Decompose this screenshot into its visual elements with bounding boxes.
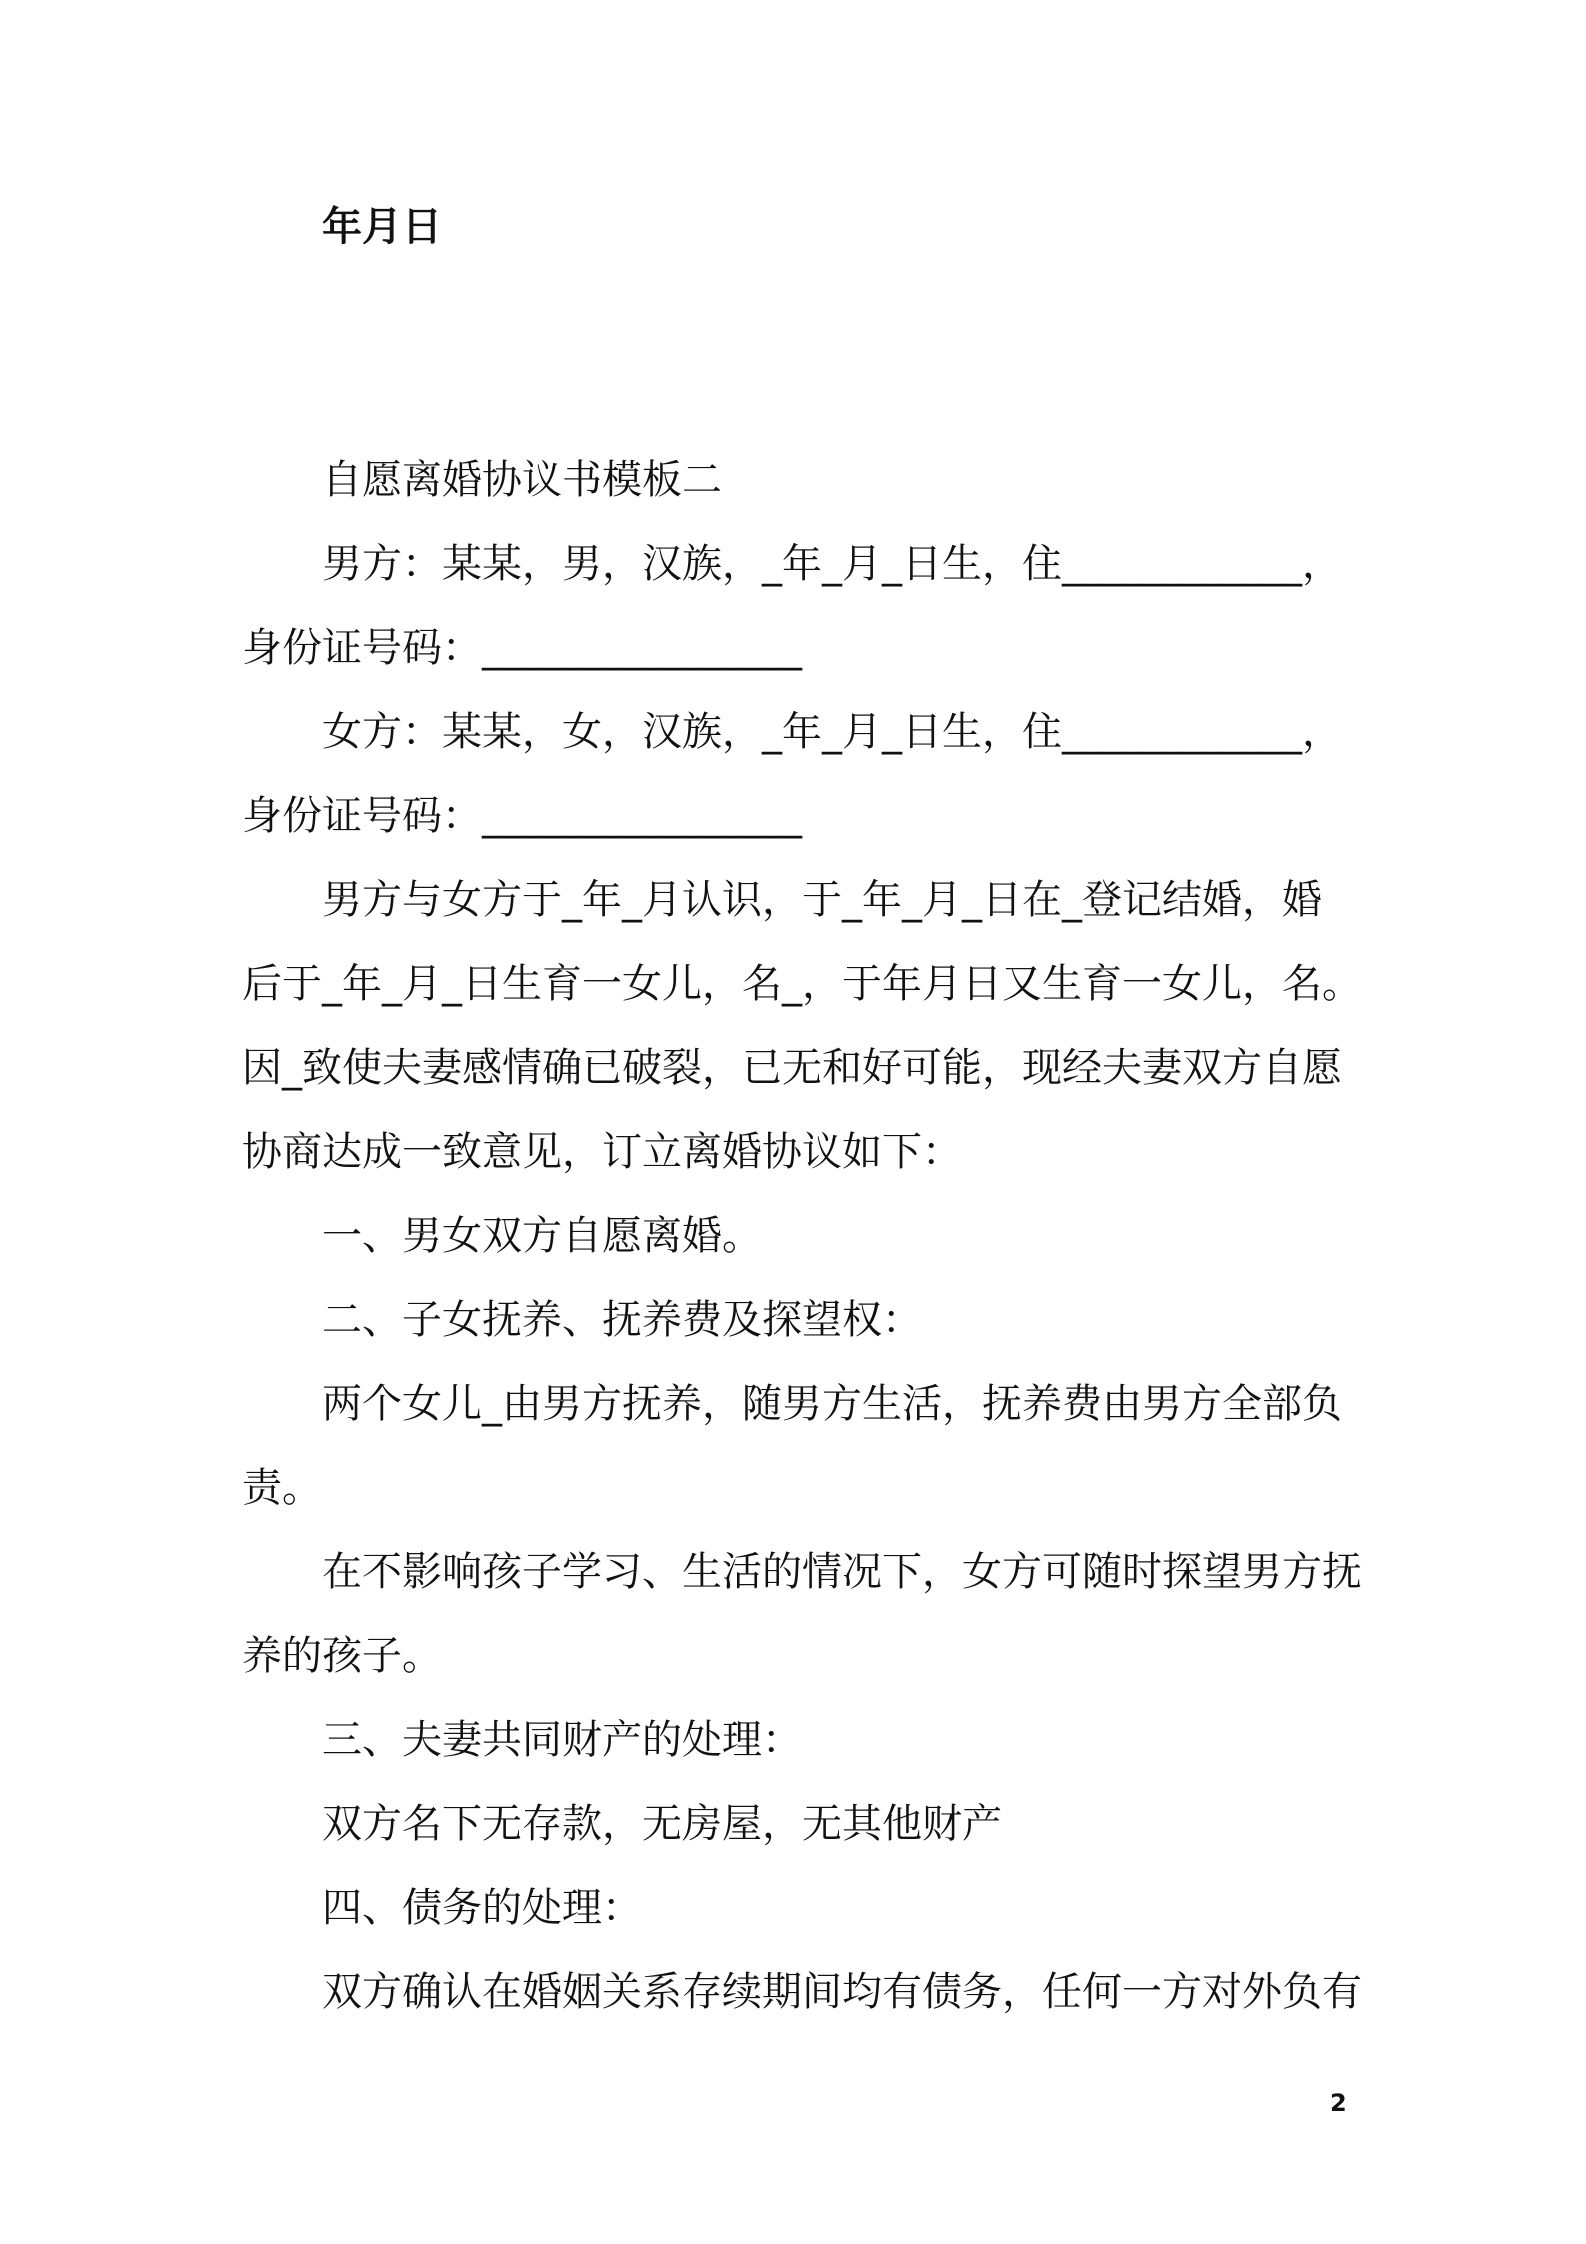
paragraph-line: 协商达成一致意见，订立离婚协议如下：: [242, 1129, 962, 1175]
page-number: 2: [1330, 2089, 1347, 2117]
clause-heading: 二、子女抚养、抚养费及探望权：: [322, 1297, 922, 1343]
clause-heading: 一、男女双方自愿离婚。: [322, 1213, 762, 1259]
paragraph-line: 在不影响孩子学习、生活的情况下，女方可随时探望男方抚: [322, 1549, 1362, 1595]
clause-heading: 四、债务的处理：: [322, 1885, 642, 1931]
clause-heading: 三、夫妻共同财产的处理：: [322, 1717, 802, 1763]
male-id-line: 身份证号码：________________: [242, 625, 802, 671]
male-party-line: 男方：某某，男，汉族，_年_月_日生，住____________，: [322, 541, 1342, 587]
document-title: 自愿离婚协议书模板二: [322, 457, 722, 503]
female-party-line: 女方：某某，女，汉族，_年_月_日生，住____________，: [322, 709, 1342, 755]
paragraph-line: 后于_年_月_日生育一女儿，名_，于年月日又生育一女儿，名。: [242, 961, 1362, 1007]
paragraph-line: 男方与女方于_年_月认识，于_年_月_日在_登记结婚，婚: [322, 877, 1322, 923]
paragraph-line: 双方名下无存款，无房屋，无其他财产: [322, 1801, 1002, 1847]
paragraph-line: 因_致使夫妻感情确已破裂，已无和好可能，现经夫妻双方自愿: [242, 1045, 1342, 1091]
date-line: 年月日: [322, 204, 442, 250]
paragraph-line: 两个女儿_由男方抚养，随男方生活，抚养费由男方全部负: [322, 1381, 1342, 1427]
paragraph-line: 双方确认在婚姻关系存续期间均有债务，任何一方对外负有: [322, 1969, 1362, 2015]
paragraph-line: 责。: [242, 1465, 322, 1511]
female-id-line: 身份证号码：________________: [242, 793, 802, 839]
paragraph-line: 养的孩子。: [242, 1633, 442, 1679]
